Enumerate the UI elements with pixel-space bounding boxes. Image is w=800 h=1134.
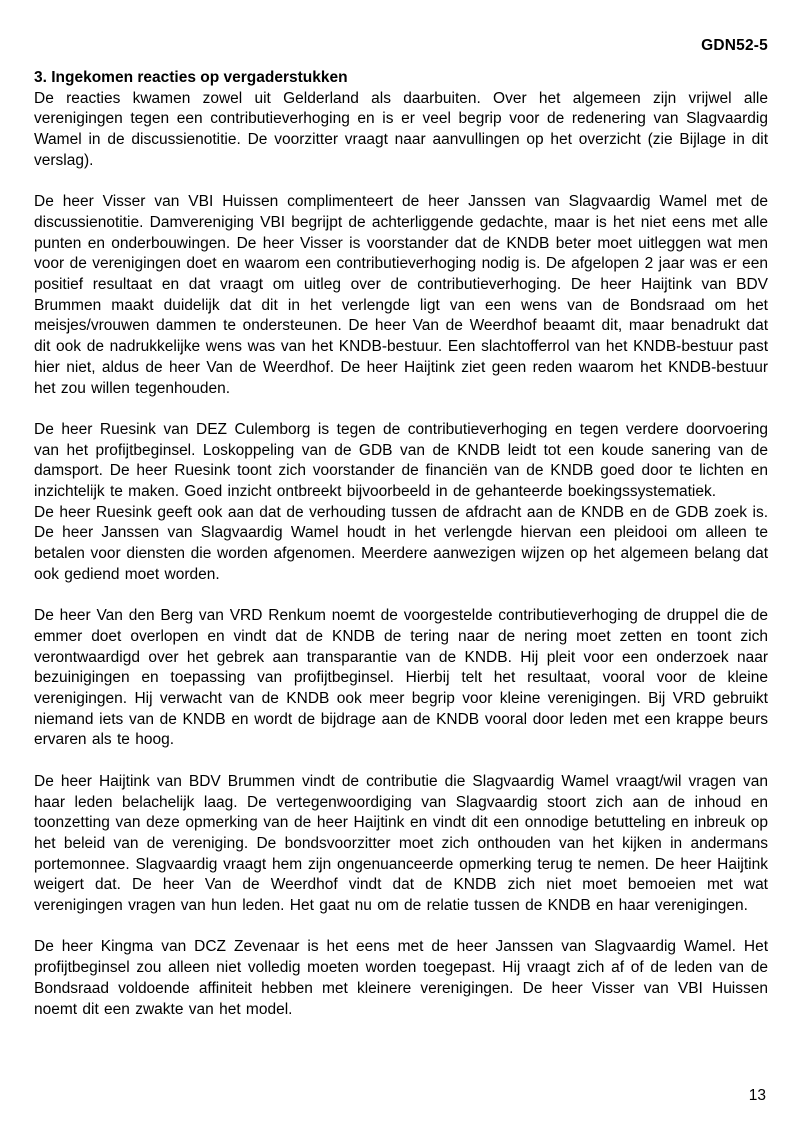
- para-intro-reacties: De reacties kwamen zowel uit Gelderland als daarbuiten. Over het algemeen zijn vrijwel alle verenigingen tegen een contributieverhoging en is er veel begrip voor de redenering van Slagvaardig Wamel in de discussienotitie. De voorzitter vraagt naar aanvullingen op het overzicht (zie Bijlage in dit verslag).: [34, 89, 768, 169]
- section-heading: 3. Ingekomen reacties op vergaderstukken: [34, 69, 348, 86]
- para-haijtink-bdv-brummen: De heer Haijtink van BDV Brummen vindt de contributie die Slagvaardig Wamel vraagt/wil vragen van haar leden belachelijk laag. De vertegenwoordiging van Slagvaardig stoort zich aan de inhoud en toonzetting van deze opmerking van de heer Haijtink en vindt dit een onnodige betutteling en inbreuk op het beleid van de vereniging. De bondsvoorzitter moet zich onthouden van het kijken in andermans portemonnee. Slagvaardig vraagt hem zijn ongenuanceerde opmerking terug te nemen. De heer Haijtink weigert dat. De heer Van de Weerdhof vindt dat de KNDB zich niet moet bemoeien met wat verenigingen vragen van hun leden. Het gaat nu om de relatie tussen de KNDB en haar verenigingen.: [34, 772, 768, 915]
- document-code: GDN52-5: [701, 37, 768, 54]
- para-kingma-dcz-zevenaar: De heer Kingma van DCZ Zevenaar is het eens met de heer Janssen van Slagvaardig Wamel. Het profijtbeginsel zou alleen niet volledig moeten worden toegepast. Hij vraagt zich af of de leden van de Bondsraad voldoende affiniteit hebben met kleinere verenigingen. De heer Visser van VBI Huissen noemt dit een zwakte van het model.: [34, 938, 768, 1018]
- para-visser-vbi-huissen: De heer Visser van VBI Huissen complimenteert de heer Janssen van Slagvaardig Wamel met de discussienotitie. Damvereniging VBI begrijpt de achterliggende gedachte, maar is het niet eens met alle punten en onderbouwingen. De heer Visser is voorstander dat de KNDB beter moet uitleggen wat men voor de verenigingen doet en waarom een contributieverhoging nodig is. De afgelopen 2 jaar was er een positief resultaat en dat vraagt om uitleg over de contributieverhoging. De heer Haijtink van BDV Brummen maakt duidelijk dat dit in het verlengde ligt van een wens van de Bondsraad om het meisjes/vrouwen dammen te ondersteunen. De heer Van de Weerdhof beaamt dit, maar benadrukt dat dit ook de nadrukkelijke wens was van het KNDB-bestuur. Een slachtofferrol van het KNDB-bestuur past hier niet, aldus de heer Van de Weerdhof. De heer Haijtink ziet geen reden waarom het KNDB-bestuur het zou willen tegenhouden.: [34, 193, 768, 397]
- para-ruesink-afdracht-gdb: De heer Ruesink geeft ook aan dat de verhouding tussen de afdracht aan de KNDB en de GDB zoek is. De heer Janssen van Slagvaardig Wamel houdt in het verlengde hiervan een pleidooi om alleen te betalen voor diensten die worden afgenomen. Meerdere aanwezigen wijzen op het algemeen belang dat ook gediend moet worden.: [34, 503, 768, 583]
- para-ruesink-dez-culemborg: De heer Ruesink van DEZ Culemborg is tegen de contributieverhoging en tegen verdere doorvoering van het profijtbeginsel. Loskoppeling van de GDB van de KNDB leidt tot een koude sanering van de damsport. De heer Ruesink toont zich voorstander de financiën van de KNDB goed door te lichten en inzichtelijk te maken. Goed inzicht ontbreekt bijvoorbeeld in de gehanteerde boekingssystematiek.: [34, 420, 768, 501]
- page-number: 13: [748, 1087, 766, 1104]
- para-van-den-berg-vrd-renkum: De heer Van den Berg van VRD Renkum noemt de voorgestelde contributieverhoging de druppel die de emmer doet overlopen en vindt dat de KNDB de tering naar de nering moet zetten en toont zich verontwaardigd over het gebrek aan transparantie van de KNDB. Hij pleit voor een onderzoek naar bezuinigingen en toepassing van profijtbeginsel. Hierbij telt het resultaat, vooral voor de kleine verenigingen. Hij verwacht van de KNDB ook meer begrip voor kleine verenigingen. Bij VRD gebruikt niemand iets van de KNDB en wordt de bijdrage aan de KNDB vooral door leden met een krappe beurs ervaren als te hoog.: [34, 607, 768, 749]
